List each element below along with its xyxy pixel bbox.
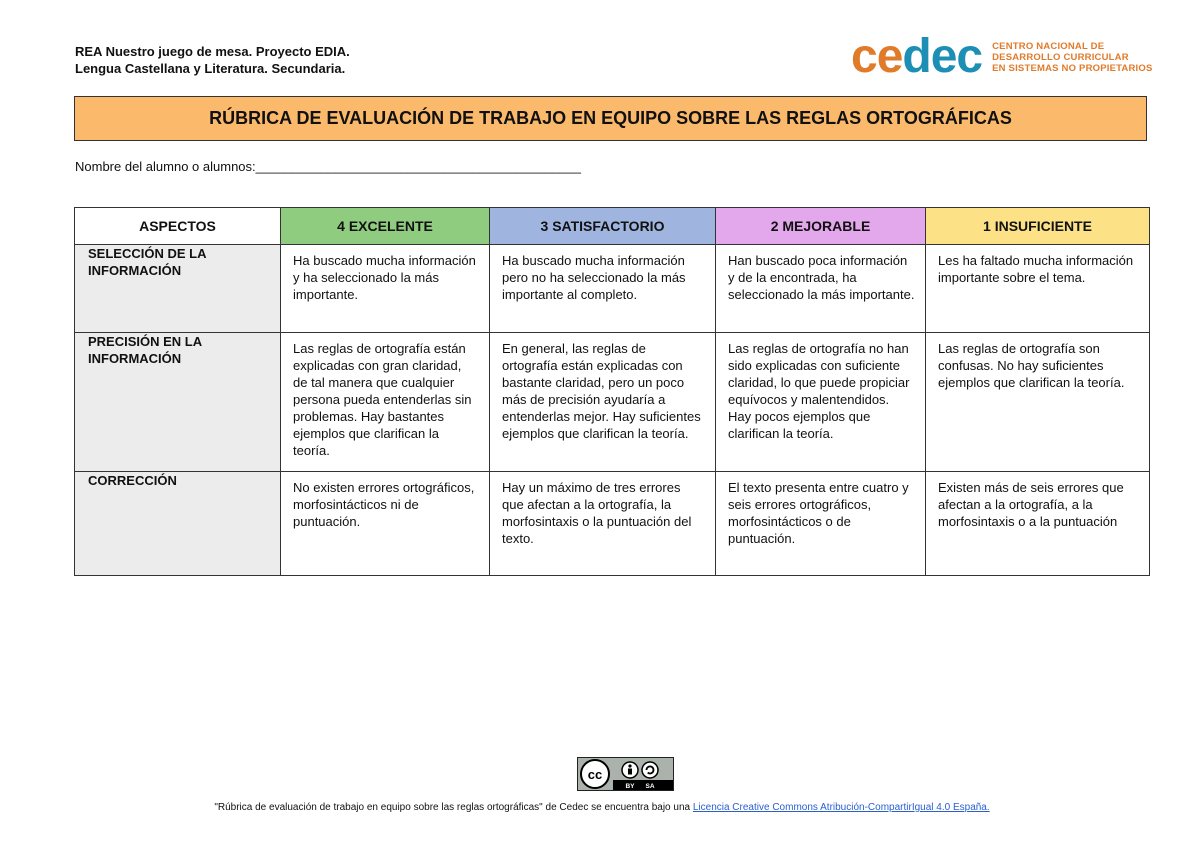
rubric-table xyxy=(74,207,1150,576)
header-line-1: REA Nuestro juego de mesa. Proyecto EDIA. xyxy=(75,44,350,59)
aspect-cell: CORRECCIÓN xyxy=(75,472,281,576)
level-1-cell: Las reglas de ortografía son confusas. No hay suficientes ejemplos que clarifican la teoría. xyxy=(926,333,1150,472)
document-header xyxy=(75,43,350,77)
logo-word-dec: dec xyxy=(902,30,983,83)
logo-wordmark xyxy=(851,30,983,83)
logo-word-ce: ce xyxy=(851,30,903,83)
logo-sub-line-1: CENTRO NACIONAL DE xyxy=(992,41,1105,52)
level-3-cell: En general, las reglas de ortografía están explicadas con bastante claridad, pero un poco más de precisión ayudaría a entenderlas mejor. Hay suficientes ejemplos que clarifican la teoría. xyxy=(490,333,716,472)
logo-sub-line-2: DESARROLLO CURRICULAR xyxy=(992,52,1129,63)
header-level-1: 1 INSUFICIENTE xyxy=(926,208,1150,245)
level-4-cell: Las reglas de ortografía están explicadas con gran claridad, de tal manera que cualquier persona pueda entenderlas sin problemas. Hay bastantes ejemplos que clarifican la teoría. xyxy=(281,333,490,472)
table-row xyxy=(75,472,1150,576)
header-line-2: Lengua Castellana y Literatura. Secundaria. xyxy=(75,61,346,76)
header-level-3: 3 SATISFACTORIO xyxy=(490,208,716,245)
level-2-cell: El texto presenta entre cuatro y seis errores ortográficos, morfosintácticos o de puntuación. xyxy=(716,472,926,576)
aspect-cell: SELECCIÓN DE LA INFORMACIÓN xyxy=(75,245,281,333)
level-1-cell: Les ha faltado mucha información importante sobre el tema. xyxy=(926,245,1150,333)
cc-by-sa-icon xyxy=(578,758,673,790)
rubric-title: RÚBRICA DE EVALUACIÓN DE TRABAJO EN EQUIPO SOBRE LAS REGLAS ORTOGRÁFICAS xyxy=(74,96,1147,141)
level-2-cell: Han buscado poca información y de la encontrada, ha seleccionado la más importante. xyxy=(716,245,926,333)
header-level-4: 4 EXCELENTE xyxy=(281,208,490,245)
level-1-cell: Existen más de seis errores que afectan a la ortografía, a la morfosintaxis o a la puntuación xyxy=(926,472,1150,576)
logo-sub-line-3: EN SISTEMAS NO PROPIETARIOS xyxy=(992,63,1153,74)
level-3-cell: Hay un máximo de tres errores que afectan a la ortografía, la morfosintaxis o la puntuación del texto. xyxy=(490,472,716,576)
table-header-row xyxy=(75,208,1150,245)
student-name-field: Nombre del alumno o alumnos:_____________________________________________ xyxy=(75,159,581,174)
license-text: "Rúbrica de evaluación de trabajo en equipo sobre las reglas ortográficas" de Cedec se encuentra bajo una xyxy=(214,802,693,813)
cc-by-label: BY xyxy=(625,783,635,790)
aspect-cell: PRECISIÓN EN LA INFORMACIÓN xyxy=(75,333,281,472)
level-3-cell: Ha buscado mucha información pero no ha seleccionado la más importante al completo. xyxy=(490,245,716,333)
cedec-logo xyxy=(851,30,1153,83)
license-statement xyxy=(0,802,1204,813)
level-4-cell: No existen errores ortográficos, morfosintácticos ni de puntuación. xyxy=(281,472,490,576)
cc-license-badge xyxy=(577,757,674,791)
level-4-cell: Ha buscado mucha información y ha seleccionado la más importante. xyxy=(281,245,490,333)
header-level-2: 2 MEJORABLE xyxy=(716,208,926,245)
license-link[interactable]: Licencia Creative Commons Atribución-CompartirIgual 4.0 España. xyxy=(692,802,990,813)
logo-subtitle xyxy=(992,41,1152,74)
svg-text:cc: cc xyxy=(587,767,603,782)
level-2-cell: Las reglas de ortografía no han sido explicadas con suficiente claridad, lo que puede propiciar equívocos y malentendidos. Hay pocos ejemplos que clarifican la teoría. xyxy=(716,333,926,472)
table-row xyxy=(75,333,1150,472)
header-aspects: ASPECTOS xyxy=(75,208,281,245)
table-row xyxy=(75,245,1150,333)
cc-sa-label: SA xyxy=(645,783,655,790)
